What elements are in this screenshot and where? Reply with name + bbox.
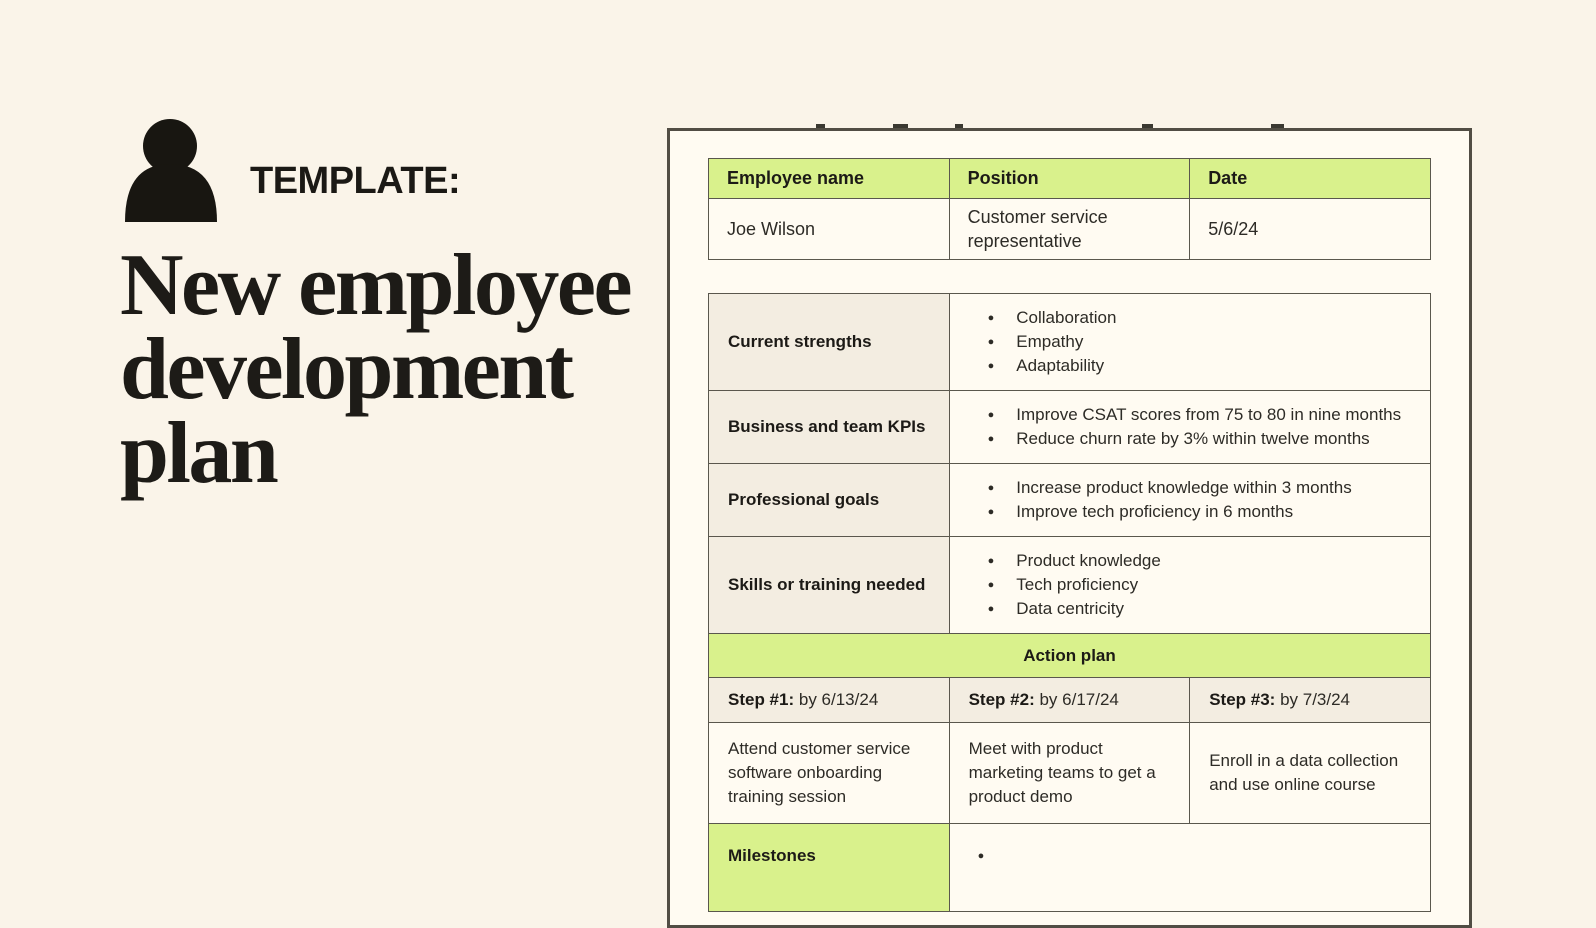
bullet-item: ● Collaboration (960, 306, 1420, 330)
step-2-description: Meet with product marketing teams to get a product demo (949, 723, 1190, 824)
person-icon (123, 120, 220, 222)
bullet-list (960, 306, 1420, 378)
professional-goals-cell (949, 464, 1430, 537)
step-2-label: Step #2: (968, 690, 1035, 709)
step-2-header (949, 678, 1190, 723)
bullet-item: ● Tech proficiency (960, 573, 1420, 597)
action-plan-banner-row (709, 634, 1431, 678)
bullet-list (960, 403, 1420, 451)
table-row (709, 537, 1431, 634)
info-table-header-row (709, 159, 1431, 199)
bullet-item: ● Adaptability (960, 354, 1420, 378)
step-3-label: Step #3: (1209, 690, 1276, 709)
milestones-content-cell (949, 824, 1430, 912)
row-label-skills-training: Skills or training needed (709, 537, 950, 634)
table-row (709, 464, 1431, 537)
bullet-item: ● Data centricity (960, 597, 1420, 621)
action-plan-banner: Action plan (709, 634, 1431, 678)
step-3-due: by 7/3/24 (1280, 690, 1351, 709)
step-header-row (709, 678, 1431, 723)
current-strengths-cell (949, 294, 1430, 391)
bullet-item: ● Improve CSAT scores from 75 to 80 in nine months (960, 403, 1420, 427)
brand-row (120, 120, 660, 222)
template-card (667, 128, 1472, 928)
employee-name-value: Joe Wilson (709, 199, 950, 260)
date-value: 5/6/24 (1190, 199, 1431, 260)
milestones-row (709, 824, 1431, 912)
row-label-business-kpis: Business and team KPIs (709, 391, 950, 464)
page-title: New employee development plan (120, 237, 631, 502)
step-2-due: by 6/17/24 (1039, 690, 1119, 709)
bullet-item: ● Empathy (960, 330, 1420, 354)
bullet-list (950, 844, 1430, 868)
table-gap (708, 260, 1431, 293)
development-plan-table (708, 293, 1431, 912)
bullet-list (960, 549, 1420, 621)
position-value: Customer service representative (949, 199, 1190, 260)
bullet-item: ● Increase product knowledge within 3 months (960, 476, 1420, 500)
step-1-due: by 6/13/24 (798, 690, 879, 709)
bullet-item: ● Reduce churn rate by 3% within twelve months (960, 427, 1420, 451)
left-panel (120, 120, 660, 502)
step-1-header (709, 678, 950, 723)
step-3-description: Enroll in a data collection and use online course (1190, 723, 1431, 824)
step-3-header (1190, 678, 1431, 723)
step-1-label: Step #1: (728, 690, 795, 709)
bullet-list (960, 476, 1420, 524)
bullet-item (950, 844, 1430, 868)
info-header-employee-name: Employee name (709, 159, 950, 199)
skills-training-cell (949, 537, 1430, 634)
table-row (709, 391, 1431, 464)
row-label-professional-goals: Professional goals (709, 464, 950, 537)
info-header-date: Date (1190, 159, 1431, 199)
employee-info-table (708, 158, 1431, 260)
step-1-description: Attend customer service software onboarding training session (709, 723, 950, 824)
row-label-current-strengths: Current strengths (709, 294, 950, 391)
table-row (709, 294, 1431, 391)
info-table-data-row (709, 199, 1431, 260)
step-detail-row (709, 723, 1431, 824)
bullet-item: ● Improve tech proficiency in 6 months (960, 500, 1420, 524)
template-kicker: TEMPLATE: (250, 160, 461, 202)
info-header-position: Position (949, 159, 1190, 199)
milestones-label-cell: Milestones (709, 824, 950, 912)
business-kpis-cell (949, 391, 1430, 464)
bullet-item: ● Product knowledge (960, 549, 1420, 573)
